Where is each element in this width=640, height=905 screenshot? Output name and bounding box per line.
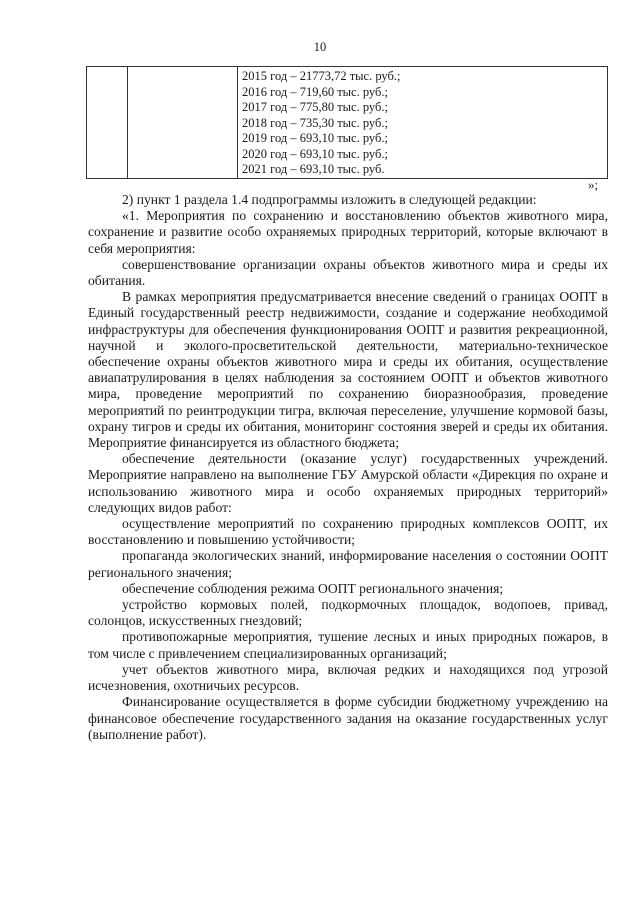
table-row: [87, 67, 608, 179]
paragraph-list-item: учет объектов животного мира, включая редких и находящихся под угрозой исчезновения, охотничьих ресурсов.: [88, 661, 608, 694]
paragraph-measure-heading: «1. Мероприятия по сохранению и восстановлению объектов животного мира, сохранение и развитие особо охраняемых природных территорий, которые включают в себя мероприятия:: [88, 208, 608, 256]
year-funding-line: 2018 год – 735,30 тыс. руб.;: [242, 115, 388, 130]
paragraph-list-item: устройство кормовых полей, подкормочных площадок, водопоев, привад, солонцов, искусственных гнездовий;: [88, 597, 608, 629]
year-funding-line: 2016 год – 719,60 тыс. руб.;: [242, 84, 388, 99]
paragraph-list-item: совершенствование организации охраны объектов животного мира и среды их обитания.: [88, 256, 608, 289]
year-funding-line: 2021 год – 693,10 тыс. руб.: [242, 162, 385, 176]
year-funding-line: 2015 год – 21773,72 тыс. руб.;: [242, 69, 401, 83]
year-funding-line: 2020 год – 693,10 тыс. руб.;: [242, 146, 388, 161]
paragraph-financing: Финансирование осуществляется в форме субсидии бюджетному учреждению на финансовое обеспечение государственного задания на оказание государственных услуг (выполнение работ).: [88, 694, 608, 742]
table-cell-funding-by-year: [238, 67, 608, 179]
document-body: [88, 192, 608, 743]
paragraph-list-item: обеспечение соблюдения режима ООПТ регионального значения;: [122, 580, 504, 596]
paragraph-list-item: пропаганда экологических знаний, информирование населения о состоянии ООПТ регионального значения;: [88, 548, 608, 580]
paragraph-list-item: осуществление мероприятий по сохранению природных комплексов ООПТ, их восстановлению и повышению устойчивости;: [88, 516, 608, 548]
paragraph-measure-description: В рамках мероприятия предусматривается внесение сведений о границах ООПТ в Единый государственный реестр недвижимости, создание и содержание необходимой инфраструктуры для обеспечения функционирования ООПТ и развития рекреационной, научной и эколого-просветительской деятельности, материально-техническое обеспечение охраны объектов животного мира и среды их обитания, осуществление авиапатрулирования в целях наблюдения за состоянием ООПТ и объектов животного мира, проведение мероприятий по сохранению биоразнообразия, проведение мероприятий по реинтродукции тигра, включая переселение, улучшение кормовой базы, охрану тигров и среды их обитания, мониторинг состояния зверей и среды их обитания. Мероприятие финансируется из областного бюджета;: [88, 289, 608, 451]
page-number: 10: [313, 40, 327, 54]
quote-close-mark: »;: [588, 177, 599, 192]
paragraph-institution-activity: обеспечение деятельности (оказание услуг) государственных учреждений. Мероприятие направлено на выполнение ГБУ Амурской области «Дирекция по охране и использованию животного мира и особо охраняемых природных территорий» следующих видов работ:: [88, 451, 608, 515]
paragraph-list-item: противопожарные мероприятия, тушение лесных и иных природных пожаров, в том числе с привлечением специализированных организаций;: [88, 629, 608, 661]
funding-table: [86, 66, 608, 179]
table-cell-empty-1: [87, 67, 128, 179]
year-funding-line: 2019 год – 693,10 тыс. руб.;: [242, 131, 388, 145]
table-cell-empty-2: [128, 67, 238, 179]
paragraph-amendment-item: 2) пункт 1 раздела 1.4 подпрограммы изложить в следующей редакции:: [122, 192, 537, 207]
year-funding-line: 2017 год – 775,80 тыс. руб.;: [242, 100, 388, 114]
